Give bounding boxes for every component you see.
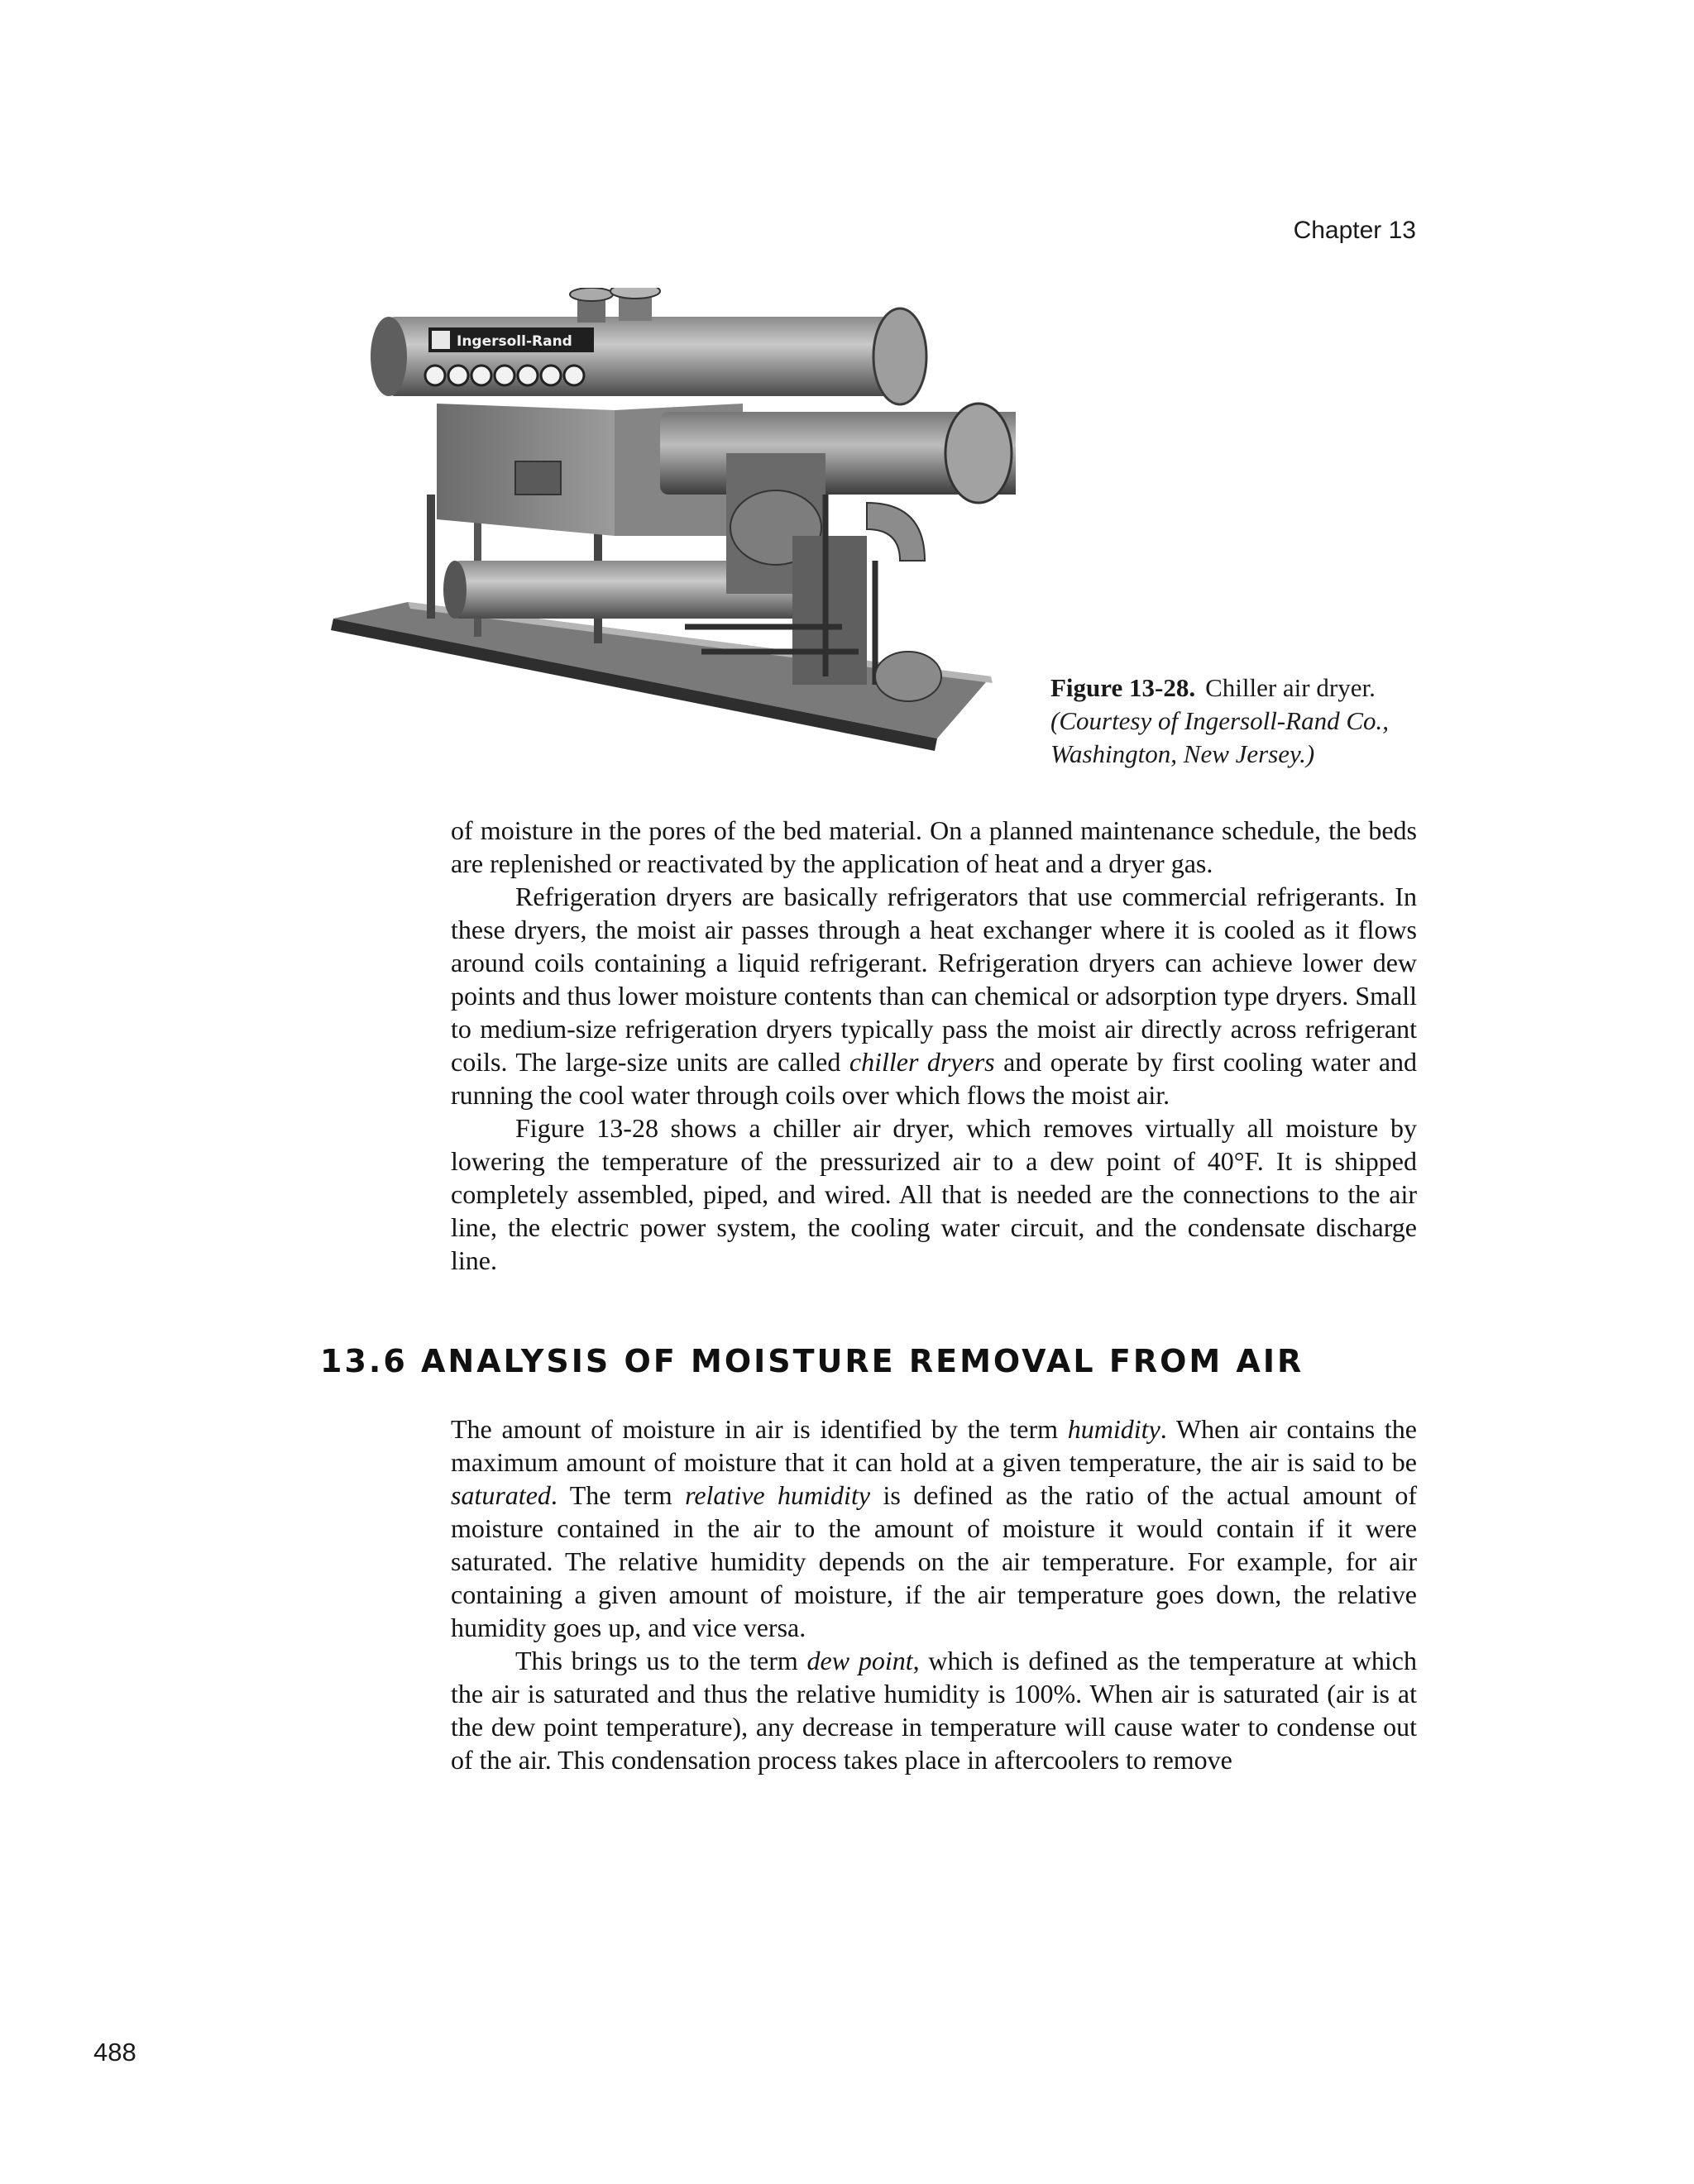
figure-credit-line-2: Washington, New Jersey.) xyxy=(1050,739,1315,768)
body-text-block-2 xyxy=(451,1412,1417,1776)
figure-credit-line-1: (Courtesy of Ingersoll-Rand Co., xyxy=(1050,706,1389,735)
body-text-block-1 xyxy=(451,814,1417,1277)
chapter-header: Chapter 13 xyxy=(1293,217,1416,244)
section-heading: 13.6 ANALYSIS OF MOISTURE REMOVAL FROM AIR xyxy=(320,1343,1304,1379)
paragraph: This brings us to the term dew point, which is defined as the temperature at which the air is saturated and thus the relative humidity is 100%. When air is saturated (air is at the dew point temperature), any decrease in temperature will cause water to condense out of the air. This condensation process takes place in aftercoolers to remove xyxy=(451,1646,1418,1775)
term-relative-humidity: relative humidity xyxy=(685,1480,871,1510)
paragraph: Figure 13-28 shows a chiller air dryer, which removes virtually all moisture by lowering the temperature of the pressurized air to a dew point of 40°F. It is shipped completely assembled, piped, and wired. All that is needed are the connections to the air line, the electric power system, the cooling water circuit, and the condensate discharge line. xyxy=(451,1113,1417,1275)
figure-title: Chiller air dryer. xyxy=(1205,673,1376,702)
paragraph: The amount of moisture in air is identified by the term humidity. When air contains the maximum amount of moisture that it can hold at a given temperature, the air is said to be saturated. The term relative humidity is defined as the ratio of the actual amount of moisture contained in the air to the amount of moisture it would contain if it were saturated. The relative humidity depends on the air temperature. For example, for air containing a given amount of moisture, if the air temperature goes down, the relative humidity goes up, and vice versa. xyxy=(451,1414,1418,1642)
page-number: 488 xyxy=(93,2038,136,2067)
term-chiller-dryers: chiller dryers xyxy=(849,1047,995,1077)
term-dew-point: dew point xyxy=(806,1646,913,1675)
paragraph: Refrigeration dryers are basically refrigerators that use commercial refrigerants. In these dryers, the moist air passes through a heat exchanger where it is cooled as it flows around coils containing a liquid refrigerant. Refrigeration dryers can achieve lower dew points and thus lower moisture contents than can chemical or adsorption type dryers. Small to medium-size refrigeration dryers typically pass the moist air directly across refrigerant coils. The large-size units are called chiller dryers and operate by first cooling water and running the cool water through coils over which flows the moist air. xyxy=(451,882,1418,1110)
chiller-air-dryer-photo xyxy=(329,288,1016,767)
term-humidity: humidity xyxy=(1067,1414,1160,1444)
paragraph: of moisture in the pores of the bed material. On a planned maintenance schedule, the beds are replenished or reactivated by the application of heat and a dryer gas. xyxy=(451,815,1417,878)
term-saturated: saturated xyxy=(451,1480,551,1510)
figure-caption xyxy=(1050,671,1431,771)
brand-plate-text: Ingersoll-Rand xyxy=(457,333,572,350)
figure-label: Figure 13-28. xyxy=(1050,673,1196,702)
